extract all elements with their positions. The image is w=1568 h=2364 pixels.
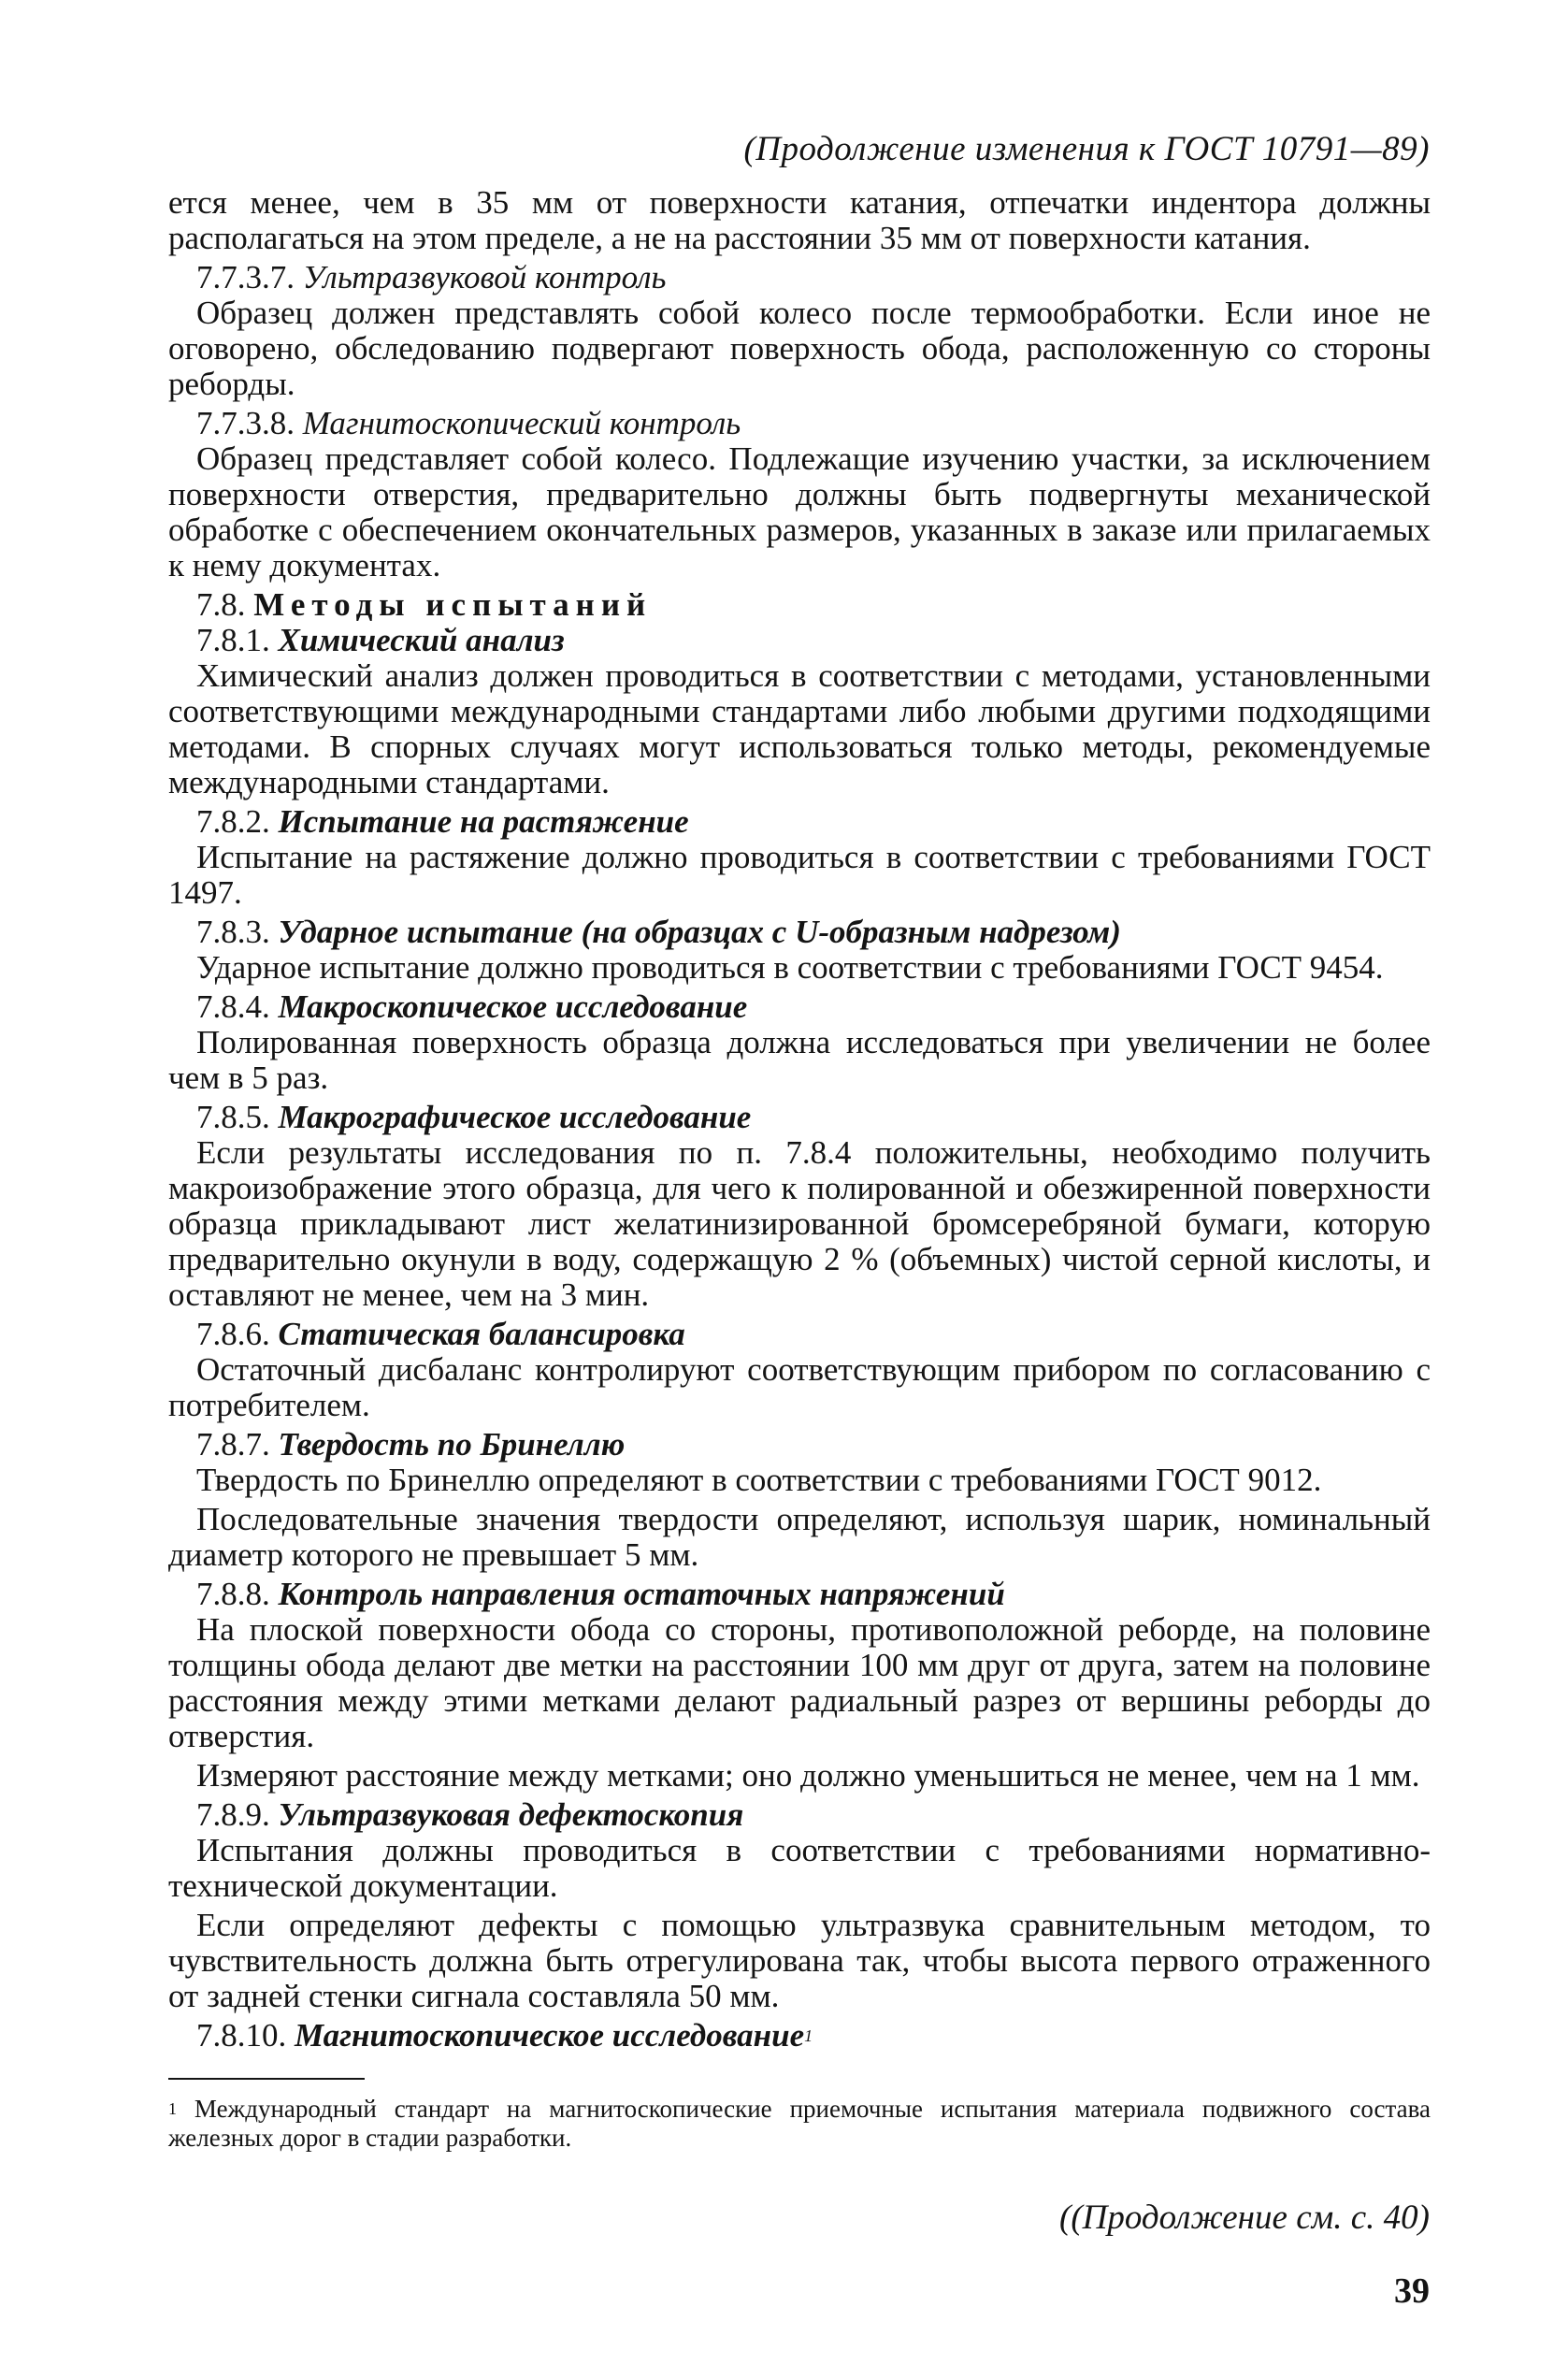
section-title: Статическая балансировка bbox=[278, 1316, 685, 1352]
section-number: 7.8. bbox=[196, 586, 246, 623]
section-number: 7.8.1. bbox=[196, 622, 270, 658]
section-title: Химический анализ bbox=[278, 622, 565, 658]
footnote-text: Международный стандарт на магнитоскопические приемочные испытания материала подвижного состава железных дорог в стадии разработки. bbox=[168, 2095, 1431, 2152]
section-heading bbox=[168, 260, 1431, 296]
paragraph: На плоской поверхности обода со стороны, противоположной реборде, на половине толщины обода делают две метки на расстоянии 100 мм друг от друга, затем на половине расстояния между этими метками делают радиальный разрез от вершины реборды до отверстия. bbox=[168, 1611, 1431, 1754]
paragraph: Если определяют дефекты с помощью ультразвука сравнительным методом, то чувствительность должна быть отрегулирована так, чтобы высота первого отраженного от задней стенки сигнала составляла 50 мм. bbox=[168, 1907, 1431, 2014]
section-heading bbox=[168, 1577, 1431, 1612]
section-number: 7.8.3. bbox=[196, 914, 270, 950]
section-heading bbox=[168, 989, 1431, 1025]
section-title: Ударное испытание (на образцах с U-образным надрезом) bbox=[278, 914, 1121, 950]
section-number: 7.8.10. bbox=[196, 2017, 287, 2054]
section-heading bbox=[168, 587, 1431, 623]
section-number: 7.8.5. bbox=[196, 1099, 270, 1135]
section-number: 7.7.3.8. bbox=[196, 405, 295, 441]
section-heading bbox=[168, 1427, 1431, 1463]
section-title: Методы испытаний bbox=[253, 586, 653, 623]
paragraph: Химический анализ должен проводиться в соответствии с методами, установленными соответствующими международными стандартами либо любыми другими подходящими методами. В спорных случаях могут использоваться только методы, рекомендуемые международными стандартами. bbox=[168, 657, 1431, 800]
paragraph: Остаточный дисбаланс контролируют соответствующим прибором по согласованию с потребителем. bbox=[168, 1351, 1431, 1423]
section-number: 7.8.9. bbox=[196, 1796, 270, 1833]
section-number: 7.8.6. bbox=[196, 1316, 270, 1352]
section-heading bbox=[168, 2018, 1431, 2054]
section-heading bbox=[168, 406, 1431, 441]
footnote-reference: 1 bbox=[804, 2026, 813, 2045]
section-title: Ультразвуковой контроль bbox=[302, 259, 667, 296]
section-title: Испытание на растяжение bbox=[278, 803, 689, 840]
section-heading bbox=[168, 1797, 1431, 1833]
paragraph: Испытание на растяжение должно проводиться в соответствии с требованиями ГОСТ 1497. bbox=[168, 839, 1431, 911]
paragraph: Полированная поверхность образца должна исследоваться при увеличении не более чем в 5 раз. bbox=[168, 1024, 1431, 1096]
section-title: Магнитоскопический контроль bbox=[302, 405, 741, 441]
section-number: 7.8.4. bbox=[196, 988, 270, 1025]
paragraph: Если результаты исследования по п. 7.8.4 положительны, необходимо получить макроизображение этого образца, для чего к полированной и обезжиренной поверхности образца прикладывают лист желатинизированной бромсеребряной бумаги, которую предварительно окунули в воду, содержащую 2 % (объемных) чистой серной кислоты, и оставляют не менее, чем на 3 мин. bbox=[168, 1134, 1431, 1313]
section-title: Ультразвуковая дефектоскопия bbox=[278, 1796, 744, 1833]
paragraph: Испытания должны проводиться в соответствии с требованиями нормативно-технической документации. bbox=[168, 1832, 1431, 1904]
section-heading bbox=[168, 804, 1431, 840]
paragraph: Твердость по Бринеллю определяют в соответствии с требованиями ГОСТ 9012. bbox=[196, 1462, 1322, 1498]
paragraph: Последовательные значения твердости определяют, используя шарик, номинальный диаметр которого не превышает 5 мм. bbox=[168, 1501, 1431, 1573]
paragraph: Образец представляет собой колесо. Подлежащие изучению участки, за исключением поверхности отверстия, предварительно должны быть подвергнуты механической обработке с обеспечением окончательных размеров, указанных в заказе или прилагаемых к нему документах. bbox=[168, 440, 1431, 584]
section-title: Макрографическое исследование bbox=[278, 1099, 752, 1135]
section-title: Магнитоскопическое исследование bbox=[295, 2017, 805, 2054]
section-heading bbox=[168, 915, 1431, 950]
paragraph: ется менее, чем в 35 мм от поверхности катания, отпечатки индентора должны располагаться на этом пределе, а не на расстоянии 35 мм от поверхности катания. bbox=[168, 184, 1431, 256]
section-number: 7.8.2. bbox=[196, 803, 270, 840]
section-heading bbox=[168, 1317, 1431, 1352]
footnote-divider bbox=[168, 2078, 365, 2080]
footnote bbox=[168, 2095, 1431, 2153]
section-heading bbox=[168, 623, 1431, 658]
section-title: Твердость по Бринеллю bbox=[278, 1426, 626, 1463]
section-number: 7.7.3.7. bbox=[196, 259, 295, 296]
body-text bbox=[168, 185, 1431, 2054]
paragraph: Ударное испытание должно проводиться в соответствии с требованиями ГОСТ 9454. bbox=[196, 949, 1384, 986]
section-number: 7.8.8. bbox=[196, 1576, 270, 1612]
paragraph: Измеряют расстояние между метками; оно должно уменьшиться не менее, чем на 1 мм. bbox=[196, 1757, 1420, 1794]
section-title: Макроскопическое исследование bbox=[278, 988, 748, 1025]
page-header: (Продолжение изменения к ГОСТ 10791—89) bbox=[743, 130, 1430, 168]
continuation-note: ((Продолжение см. с. 40) bbox=[1059, 2198, 1430, 2237]
section-number: 7.8.7. bbox=[196, 1426, 270, 1463]
page-number: 39 bbox=[1394, 2271, 1430, 2311]
footnote-mark: 1 bbox=[168, 2099, 177, 2118]
paragraph: Образец должен представлять собой колесо после термообработки. Если иное не оговорено, обследованию подвергают поверхность обода, расположенную со стороны реборды. bbox=[168, 295, 1431, 402]
section-heading bbox=[168, 1100, 1431, 1135]
section-title: Контроль направления остаточных напряжений bbox=[278, 1576, 1005, 1612]
